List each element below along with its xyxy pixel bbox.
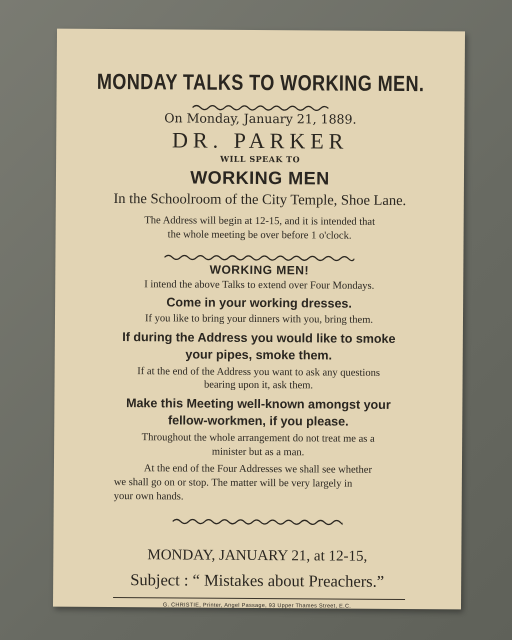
pipes-line-2: your pipes, smoke them. — [185, 347, 333, 363]
dinners-line: If you like to bring your dinners with you, bring them. — [144, 313, 374, 326]
treat-line-2: minister but as a man. — [211, 446, 305, 459]
footer-date: MONDAY, JANUARY 21, at 12-15, — [147, 547, 368, 565]
working-men-heading: WORKING MEN! — [209, 262, 310, 278]
audience-heading: WORKING MEN — [190, 167, 330, 189]
end-line-2: we shall go on or stop. The matter will be very largely in — [113, 476, 353, 490]
handbill — [53, 29, 465, 610]
end-line-3: your own hands. — [113, 490, 184, 503]
questions-line-2: bearing upon it, ask them. — [203, 379, 314, 392]
will-speak-line: WILL SPEAK TO — [220, 153, 301, 165]
notice-title: MONDAY TALKS TO WORKING MEN. — [96, 68, 425, 97]
speaker-name: DR. PARKER — [171, 127, 349, 154]
address-line-2: the whole meeting be over before 1 o'clock. — [167, 229, 352, 242]
questions-line-1: If at the end of the Address you want to ask any questions — [137, 366, 380, 379]
known-line-1: Make this Meeting well-known amongst your — [126, 396, 391, 412]
printer-imprint: G. CHRISTIE, Printer, Angel Passage, 93 Upper Thames Street, E.C. — [162, 602, 352, 610]
intend-line: I intend the above Talks to extend over Four Mondays. — [144, 279, 375, 292]
venue-line: In the Schoolroom of the City Temple, Shoe Lane. — [113, 190, 407, 210]
end-line-1: At the end of the Four Addresses we shall see whether — [143, 463, 373, 476]
footer-rule — [113, 597, 405, 600]
pipes-line-1: If during the Address you would like to smoke — [122, 330, 396, 346]
subject-line: Subject : “ Mistakes about Preachers.” — [130, 570, 385, 591]
known-line-2: fellow-workmen, if you please. — [167, 413, 349, 429]
date-line: On Monday, January 21, 1889. — [164, 110, 357, 127]
address-line-1: The Address will begin at 12-15, and it is intended that — [144, 215, 376, 228]
come-line: Come in your working dresses. — [166, 295, 352, 311]
wavy-divider — [54, 510, 462, 532]
treat-line-1: Throughout the whole arrangement do not treat me as a — [141, 432, 375, 445]
